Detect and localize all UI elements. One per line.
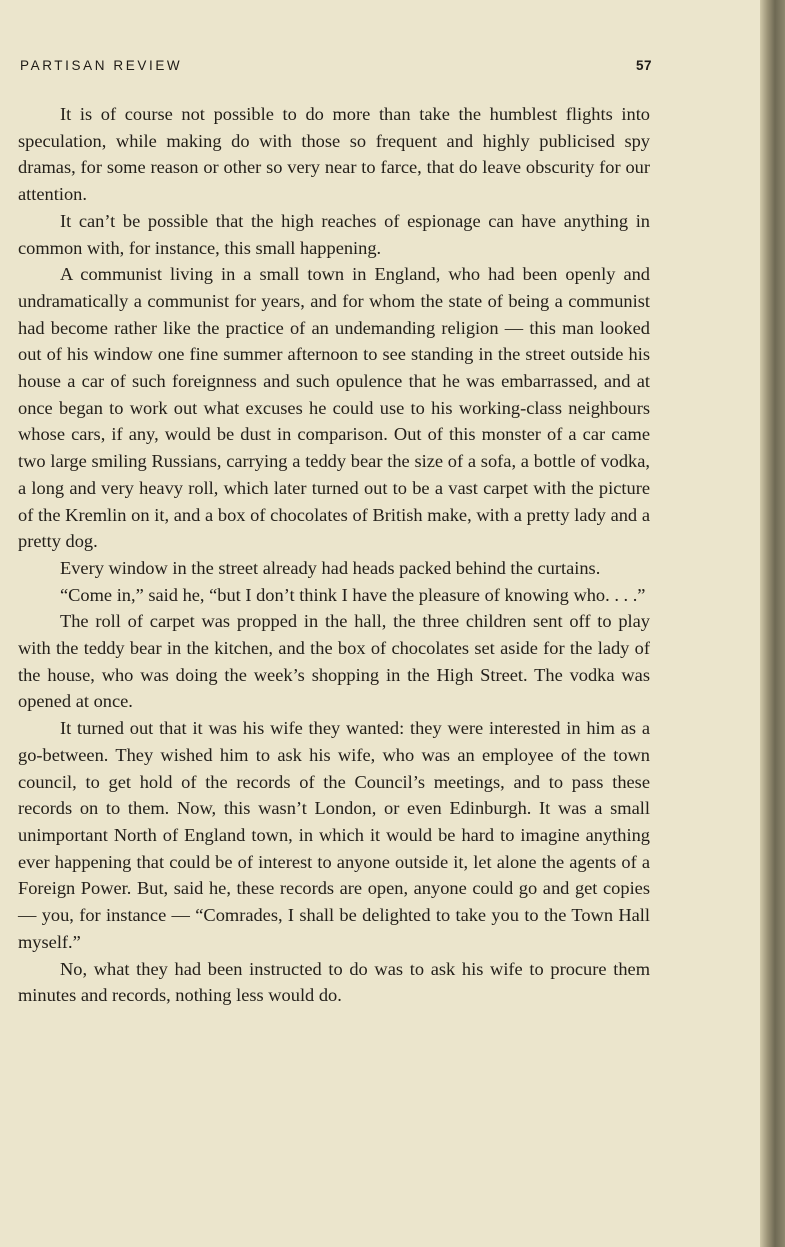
paragraph: It can’t be possible that the high reaches of espionage can have anything in common with, for instance, this small happening. [18,210,650,258]
page-number: 57 [635,58,652,73]
body-text [18,101,650,1009]
running-title: PARTISAN REVIEW [20,58,183,73]
paragraph: Every window in the street already had heads packed behind the curtains. [60,557,601,578]
paragraph: It is of course not possible to do more than take the humblest flights into speculation, while making do with those so frequent and highly publicised spy dramas, for some reason or other so very near to farce, that do leave obscurity for our attention. [18,104,650,205]
book-spine-edge [760,0,785,1247]
paragraph: “Come in,” said he, “but I don’t think I have the pleasure of knowing who. . . .” [60,584,646,605]
running-header [20,58,652,80]
paragraph: No, what they had been instructed to do was to ask his wife to procure them minutes and records, nothing less would do. [18,958,650,1006]
paragraph: The roll of carpet was propped in the hall, the three children sent off to play with the teddy bear in the kitchen, and the box of chocolates set aside for the lady of the house, who was doing the week’s shopping in the High Street. The vodka was opened at once. [18,611,650,712]
paragraph: It turned out that it was his wife they wanted: they were interested in him as a go-between. They wished him to ask his wife, who was an employee of the town council, to get hold of the records of the Council’s meetings, and to pass these records on to them. Now, this wasn’t London, or even Edinburgh. It was a small unimportant North of England town, in which it would be hard to imagine anything ever happening that could be of interest to anyone outside it, let alone the agents of a Foreign Power. But, said he, these records are open, anyone could go and get copies — you, for instance — “Comrades, I shall be delighted to take you to the Town Hall myself.” [18,718,650,952]
paragraph: A communist living in a small town in England, who had been openly and undramatically a communist for years, and for whom the state of being a communist had become rather like the practice of an undemanding religion — this man looked out of his window one fine summer afternoon to see standing in the street outside his house a car of such foreignness and such opulence that he was embarrassed, and at once began to work out what excuses he could use to his working-class neighbours whose cars, if any, would be dust in comparison. Out of this monster of a car came two large smiling Russians, carrying a teddy bear the size of a sofa, a bottle of vodka, a long and very heavy roll, which later turned out to be a vast carpet with the picture of the Kremlin on it, and a box of chocolates of British make, with a pretty lady and a pretty dog. [18,264,650,552]
